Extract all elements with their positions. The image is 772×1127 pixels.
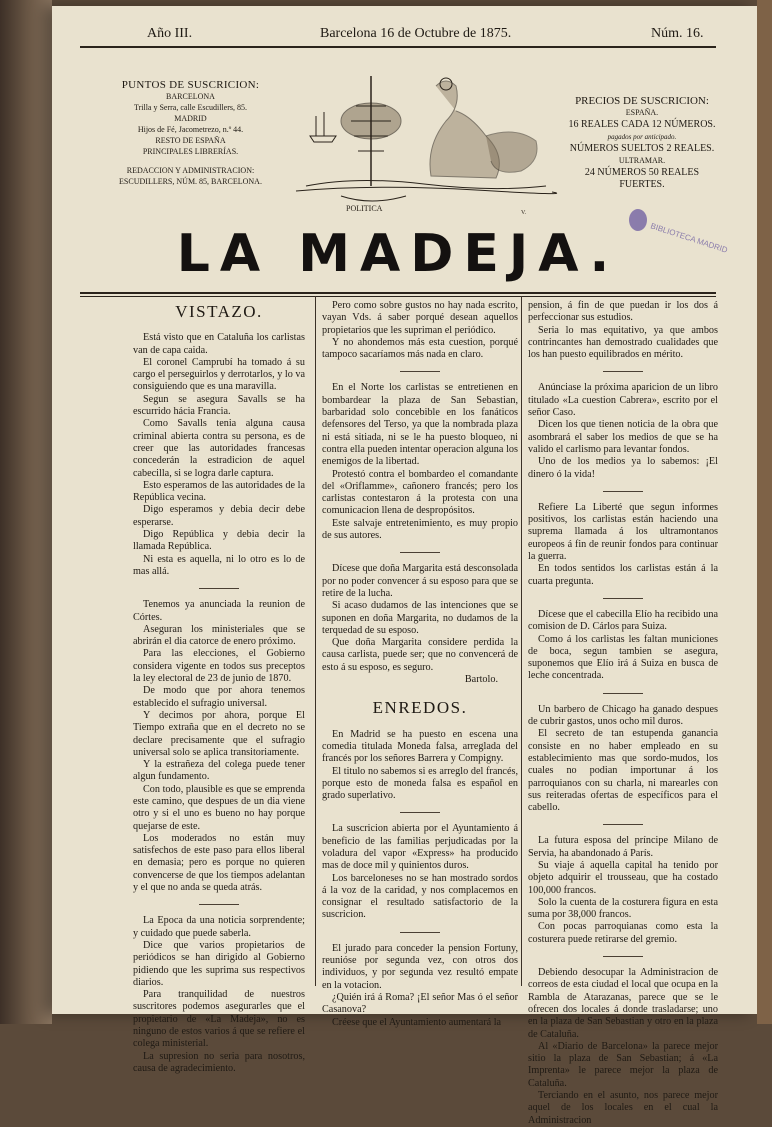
paragraph: Digo esperamos y debia decir debe esperarse. <box>133 504 305 528</box>
paragraph: Debiendo desocupar la Administracion de correos de esta ciudad el local que ocupa en la Rambla de Atarazanas, parece que se le ofrecen dos locales á donde trasladarse; uno en la plaza de San Sebastian y otro en la plaza de Cataluña. <box>528 967 718 1040</box>
paragraph: Créese que el Ayuntamiento aumentará la <box>332 1016 502 1028</box>
separator <box>400 812 440 813</box>
engraving-banner: POLITICA <box>346 204 383 213</box>
paragraph: Y no ahondemos más esta cuestion, porqué tampoco sacaríamos más nada en claro. <box>322 336 518 361</box>
separator <box>199 588 239 589</box>
paragraph: Un barbero de Chicago ha ganado despues de cubrir gastos, unos ocho mil duros. <box>528 703 718 728</box>
subs-left-line: Trilla y Serra, calle Escudillers, 85. <box>133 103 247 112</box>
paragraph: Dicen los que tienen noticia de la obra que asombrará el saber los medios de que se ha valido el carlismo para levantar fondos. <box>528 419 718 455</box>
subscription-points-title: PUNTOS DE SUSCRICION: <box>121 79 260 91</box>
section-heading-enredos: ENREDOS. <box>372 698 468 718</box>
subs-right-line: pagados por anticipado. <box>607 133 677 141</box>
stamp-text: BIBLIOTECA MADRID <box>649 221 729 255</box>
column-divider <box>521 296 522 986</box>
subs-right-line: ULTRAMAR. <box>618 156 666 165</box>
paragraph: Solo la cuenta de la costurera figura en esta suma por 38,000 francos. <box>528 896 718 921</box>
paragraph: Los moderados no están muy satisfechos de este paso para ellos liberal en demasia; pero es porque no quieren convencerse de que los tiempos adelantan y el que no anda se queda atrás. <box>133 832 305 894</box>
subs-left-line: ESCUDILLERS, NÚM. 85, BARCELONA. <box>119 177 262 186</box>
paragraph: Uno de los medios ya lo sabemos: ¡El dinero ó la vida! <box>528 456 718 480</box>
paragraph: El jurado para conceder la pension Fortuny, reunióse por segunda vez, con otros dos individuos, y por segunda vez resultó empate en la votacion. <box>322 942 518 991</box>
paragraph: En el Norte los carlistas se entretienen en bombardear la plaza de San Sebastian, barbaridad solo concebible en los fanáticos defensores del Terso, ya que la nombrada plaza ni está sitiada, ni se le ha puesto bloqueo, ni contra ella pueden intentar operacion alguna los enemigos de la libertad. <box>322 382 518 468</box>
paragraph: La Epoca da una noticia sorprendente; y cuidado que puede saberla. <box>133 915 305 939</box>
subs-left-line: RESTO DE ESPAÑA <box>155 136 226 145</box>
paragraph: Terciando en el asunto, nos parece mejor aquel de los locales en el cual la Administracion <box>528 1090 718 1126</box>
issue-year: Año III. <box>147 26 193 41</box>
paragraph: Seria lo mas equitativo, ya que ambos contrincantes han demostrado cualidades que los han puesto equilibrados en mérito. <box>528 324 718 361</box>
column-2 <box>322 300 518 1029</box>
section-heading-vistazo: VISTAZO. <box>175 302 263 321</box>
paragraph: Anúnciase la próxima aparicion de un libro titulado «La cuestion Cabrera», escrito por el señor Caso. <box>528 382 718 419</box>
paragraph: El secreto de tan estupenda ganancia consiste en no haber empleado en su establecimiento mas que sordo-mudos, los cuales no podian importunar á los parroquianos con su charla, ni marearles con sus reiteradas ofertas de específicos para el cabello. <box>528 728 718 814</box>
author-signature: Bartolo. <box>464 674 498 686</box>
subs-left-line: Hijos de Fé, Jacometrezo, n.º 44. <box>137 125 244 134</box>
paragraph: El coronel Camprubí ha tomado á su cargo el perseguirlos y derrotarlos, y lo va consiguiendo que es una maravilla. <box>133 356 305 393</box>
subs-right-line: 16 REALES CADA 12 NÚMEROS. <box>568 119 716 130</box>
paragraph: Tenemos ya anunciada la reunion de Córtes. <box>133 599 305 623</box>
paragraph: Su viaje á aquella capital ha tenido por objeto adquirir el trousseau, que ha costado 100,000 francos. <box>528 859 718 896</box>
paragraph: La futura esposa del príncipe Milano de Servia, ha abandonado á París. <box>528 835 718 859</box>
paragraph: Digo República y debia decir la llamada República. <box>133 529 305 553</box>
masthead-rule-thin <box>80 296 716 297</box>
masthead-rule <box>80 292 716 294</box>
separator <box>603 371 643 372</box>
separator <box>400 552 440 553</box>
issue-number: Núm. 16. <box>651 26 704 41</box>
paragraph: Está visto que en Cataluña los carlistas van de capa caida. <box>133 332 305 356</box>
subs-right-line: NÚMEROS SUELTOS 2 REALES. <box>569 143 715 154</box>
paragraph: Con todo, plausible es que se emprenda este camino, que despues de un dia viene otro y si el uno es bueno no hay porque quejarse de este. <box>133 783 305 832</box>
paragraph: Segun se asegura Savalls se ha escurrido hácia Francia. <box>133 393 305 418</box>
subscription-points <box>88 80 293 187</box>
separator <box>603 598 643 599</box>
paragraph: En Madrid se ha puesto en escena una comedia titulada Moneda falsa, arreglada del francés por los señores Barrera y Compigny. <box>322 728 518 765</box>
paragraph: Con pocas parroquianas como esta la costurera puede retirarse del gremio. <box>528 921 718 945</box>
separator <box>199 904 239 905</box>
paragraph: Al «Diario de Barcelona» la parece mejor sitio la plaza de San Sebastian; á «La Imprenta» le parece mejor la plaza de Cataluña. <box>528 1040 718 1089</box>
paragraph: Aseguran los ministeriales que se abrirán el dia catorce de enero próximo. <box>133 623 305 648</box>
engraving-signature: V. <box>521 210 527 216</box>
subs-left-line: REDACCION Y ADMINISTRACION: <box>126 166 255 175</box>
separator <box>400 932 440 933</box>
page-right-edge <box>757 0 772 1024</box>
paragraph: El titulo no sabemos si es arreglo del francés, porque esto de moneda falsa es español en grado superlativo. <box>322 765 518 802</box>
paragraph: Protestó contra el bombardeo el comandante del «Oriflamme», cañonero francés; pero los carlistas contestaron á la protesta con una comunicacion llena de despropósitos. <box>322 468 518 517</box>
book-spine-edge <box>0 0 52 1024</box>
paragraph: Dice que varios propietarios de periódicos se han dirigido al Gobierno pidiendo que les suprima sus respectivos diarios. <box>133 939 305 988</box>
header-bar <box>80 22 716 48</box>
subs-left-line: PRINCIPALES LIBRERÍAS. <box>142 147 239 156</box>
separator <box>603 693 643 694</box>
paragraph: Este salvaje entretenimiento, es muy propio de sus autores. <box>322 517 518 542</box>
paragraph: Y decimos por ahora, porque El Tiempo extraña que en el decreto no se declare precisamente que el sufragio universal solo se aplica transitoriamente. <box>133 709 305 758</box>
subs-left-line: BARCELONA <box>166 92 215 101</box>
paragraph: La suscricion abierta por el Ayuntamiento á beneficio de las familias perjudicadas por la voladura del vapor «Express» ha producido mas de doce mil y quinientos duros. <box>322 823 518 872</box>
separator <box>603 956 643 957</box>
column-divider <box>315 296 316 986</box>
paragraph: De modo que por ahora tenemos establecido el sufragio universal. <box>133 685 305 709</box>
paragraph: Para las elecciones, el Gobierno considera vigente en todos sus preceptos la ley electoral de 23 de junio de 1870. <box>133 648 305 685</box>
paragraph: Esto esperamos de las autoridades de la República vecina. <box>133 479 305 504</box>
subs-left-line: MADRID <box>174 114 207 123</box>
column-1 <box>133 300 305 1075</box>
paragraph: Refiere La Liberté que segun informes positivos, los carlistas están haciendo una suprema llamada á los ultramontanos europeos á fin de reunir fondos para continuar la guerra. <box>528 501 718 563</box>
separator <box>603 824 643 825</box>
paragraph: Ni esta es aquella, ni lo otro es lo de mas allá. <box>133 553 305 577</box>
subs-right-line: ESPAÑA. <box>625 108 659 117</box>
subscription-prices-title: PRECIOS DE SUSCRICION: <box>575 95 709 107</box>
ship-icon <box>310 112 336 142</box>
masthead-title: LA MADEJA. <box>176 224 620 284</box>
separator <box>400 371 440 372</box>
paragraph: pension, á fin de que puedan ir los dos á perfeccionar sus estudios. <box>528 300 718 324</box>
separator <box>603 491 643 492</box>
paragraph: Como á los carlistas les faltan municiones de boca, segun tambien se asegura, suponemos que Elío irá á Suiza en busca de leche concentrada. <box>528 633 718 682</box>
subscription-prices <box>562 95 722 191</box>
column-3 <box>528 300 718 1127</box>
paragraph: ¿Quién irá á Roma? ¡El señor Mas ó el señor Casanova? <box>322 991 518 1016</box>
paragraph: Como Savalls tenia alguna causa criminal abierta contra su persona, es de creer que las autoridades francesas concederán la estradicion de aquel cabecilla, si se logra darle captura. <box>133 418 305 479</box>
paragraph: Si acaso dudamos de las intenciones que se suponen en doña Margarita, no dudamos de la terquedad de su esposo. <box>322 600 518 636</box>
subs-right-line: 24 NÚMEROS 50 REALES FUERTES. <box>584 167 700 190</box>
paragraph: Que doña Margarita considere perdida la causa carlista, puede ser; que no convencerá de esto á su esposo, es seguro. <box>322 637 518 673</box>
paragraph: Y la estrañeza del colega puede tener algun fundamento. <box>133 759 305 783</box>
paragraph: Dícese que doña Margarita está desconsolada por no poder convencer á su esposo para que se retire de la lucha. <box>322 563 518 599</box>
masthead-engraving <box>296 66 552 216</box>
paragraph: Dícese que el cabecilla Elío ha recibido una comision de D. Cárlos para Suiza. <box>528 608 718 633</box>
dateline: Barcelona 16 de Octubre de 1875. <box>320 26 512 41</box>
paragraph: Para tranquilidad de nuestros suscritores podemos asegurarles que el propietario de «La Madeja», no es ninguno de estos varios á que se refiere el colega ministerial. <box>133 989 305 1050</box>
paragraph: En todos sentidos los carlistas están á la cuarta pregunta. <box>528 563 718 587</box>
paragraph: Pero como sobre gustos no hay nada escrito, vayan Vds. á saber porqué desean aquellos propietarios que les supriman el periódico. <box>322 300 518 336</box>
paragraph: Los barceloneses no se han mostrado sordos á la voz de la caridad, y nos complacemos en consignar el resultado satisfactorio de la suscricion. <box>322 872 518 921</box>
paragraph: La supresion no seria para nosotros, causa de agradecimiento. <box>133 1050 305 1074</box>
